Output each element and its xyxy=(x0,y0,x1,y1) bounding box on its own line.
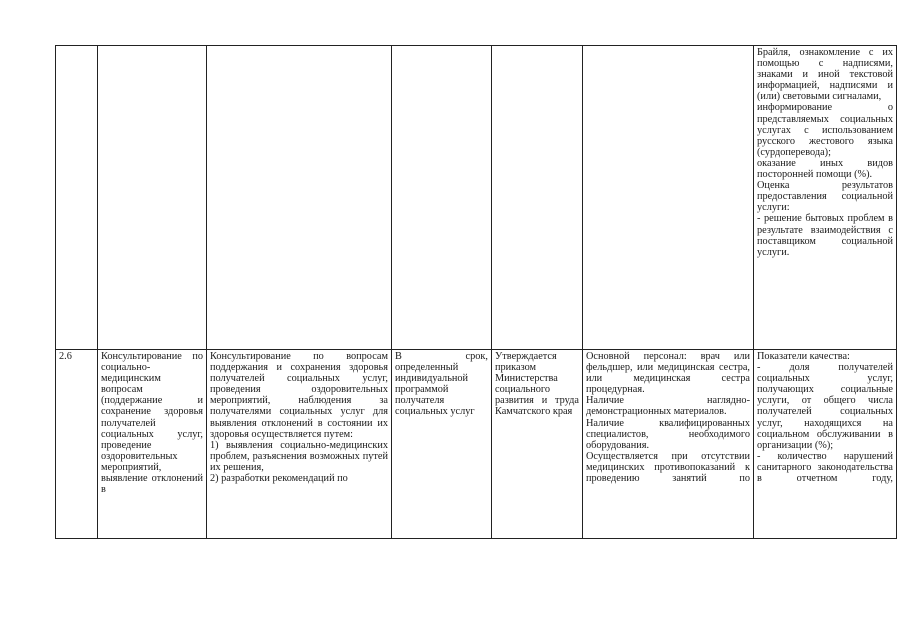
cell-number xyxy=(56,46,98,350)
text-paragraph: Консультирование по вопросам поддержания и сохранения здоровья получателей социальных услуг, проведения оздоровительных мероприятий, наблюдения за получателями социальных услуг для выявления отклонений в состоянии их здоровья осуществляется путем: xyxy=(210,351,388,440)
table-row-continuation xyxy=(56,46,897,350)
cell-quality-indicators xyxy=(754,46,897,350)
cell-term: В срок, определенный индивидуальной программой получателя социальных услуг xyxy=(392,350,492,539)
cell-conditions xyxy=(583,46,754,350)
cell-quality-indicators xyxy=(754,350,897,539)
cell-description xyxy=(207,46,392,350)
table-row-2-6 xyxy=(56,350,897,539)
cell-term xyxy=(392,46,492,350)
text-paragraph: информирование о представляемых социальных услугах с использованием русского жестового языка (сурдоперевода); xyxy=(757,102,893,158)
cell-service-name xyxy=(98,350,207,539)
services-table xyxy=(55,45,897,539)
cell-number: 2.6 xyxy=(56,350,98,539)
text-paragraph: 1) выявления социально-медицинских проблем, разъяснения возможных путей их решения, xyxy=(210,439,388,473)
text-paragraph: Осуществляется при отсутствии медицинских противопоказаний к проведению занятий по xyxy=(586,450,750,485)
text-paragraph: Основной персонал: врач или фельдшер, или медицинская сестра, или медицинская сестра процедурная. xyxy=(586,351,750,396)
text-paragraph: 2) разработки рекомендаций по xyxy=(210,473,348,485)
text-paragraph: оказание иных видов посторонней помощи (%). xyxy=(757,157,893,181)
service-name-text: Консультирование по социально-медицинским вопросам (поддержание и сохранение здоровья получателей социальных услуг, проведение оздоровительных мероприятий, выявление отклонений в xyxy=(101,351,203,496)
text-paragraph: Наличие квалифицированных специалистов, необходимого оборудования. xyxy=(586,417,750,451)
text-paragraph: Оценка результатов предоставления социальной услуги: xyxy=(757,180,893,214)
text-paragraph: - количество нарушений санитарного законодательства в отчетном году, xyxy=(757,450,893,485)
text-paragraph: Наличие наглядно-демонстрационных материалов. xyxy=(586,395,750,418)
cell-tariff xyxy=(492,46,583,350)
cell-service-name xyxy=(98,46,207,350)
cell-tariff: Утверждается приказом Министерства социального развития и труда Камчатского края xyxy=(492,350,583,539)
text-paragraph: - доля получателей социальных услуг, получающих социальные услуги, от общего числа получателей социальных услуг, находящихся на социальном обслуживании в организации (%); xyxy=(757,362,893,451)
text-paragraph: Брайля, ознакомление с их помощью с надписями, знаками и иной текстовой информацией, надписями и (или) световыми сигналами, xyxy=(757,47,893,103)
text-paragraph: Показатели качества: xyxy=(757,351,850,362)
cell-conditions xyxy=(583,350,754,539)
text-paragraph: - решение бытовых проблем в результате взаимодействия с поставщиком социальной услуги. xyxy=(757,213,893,258)
cell-description xyxy=(207,350,392,539)
